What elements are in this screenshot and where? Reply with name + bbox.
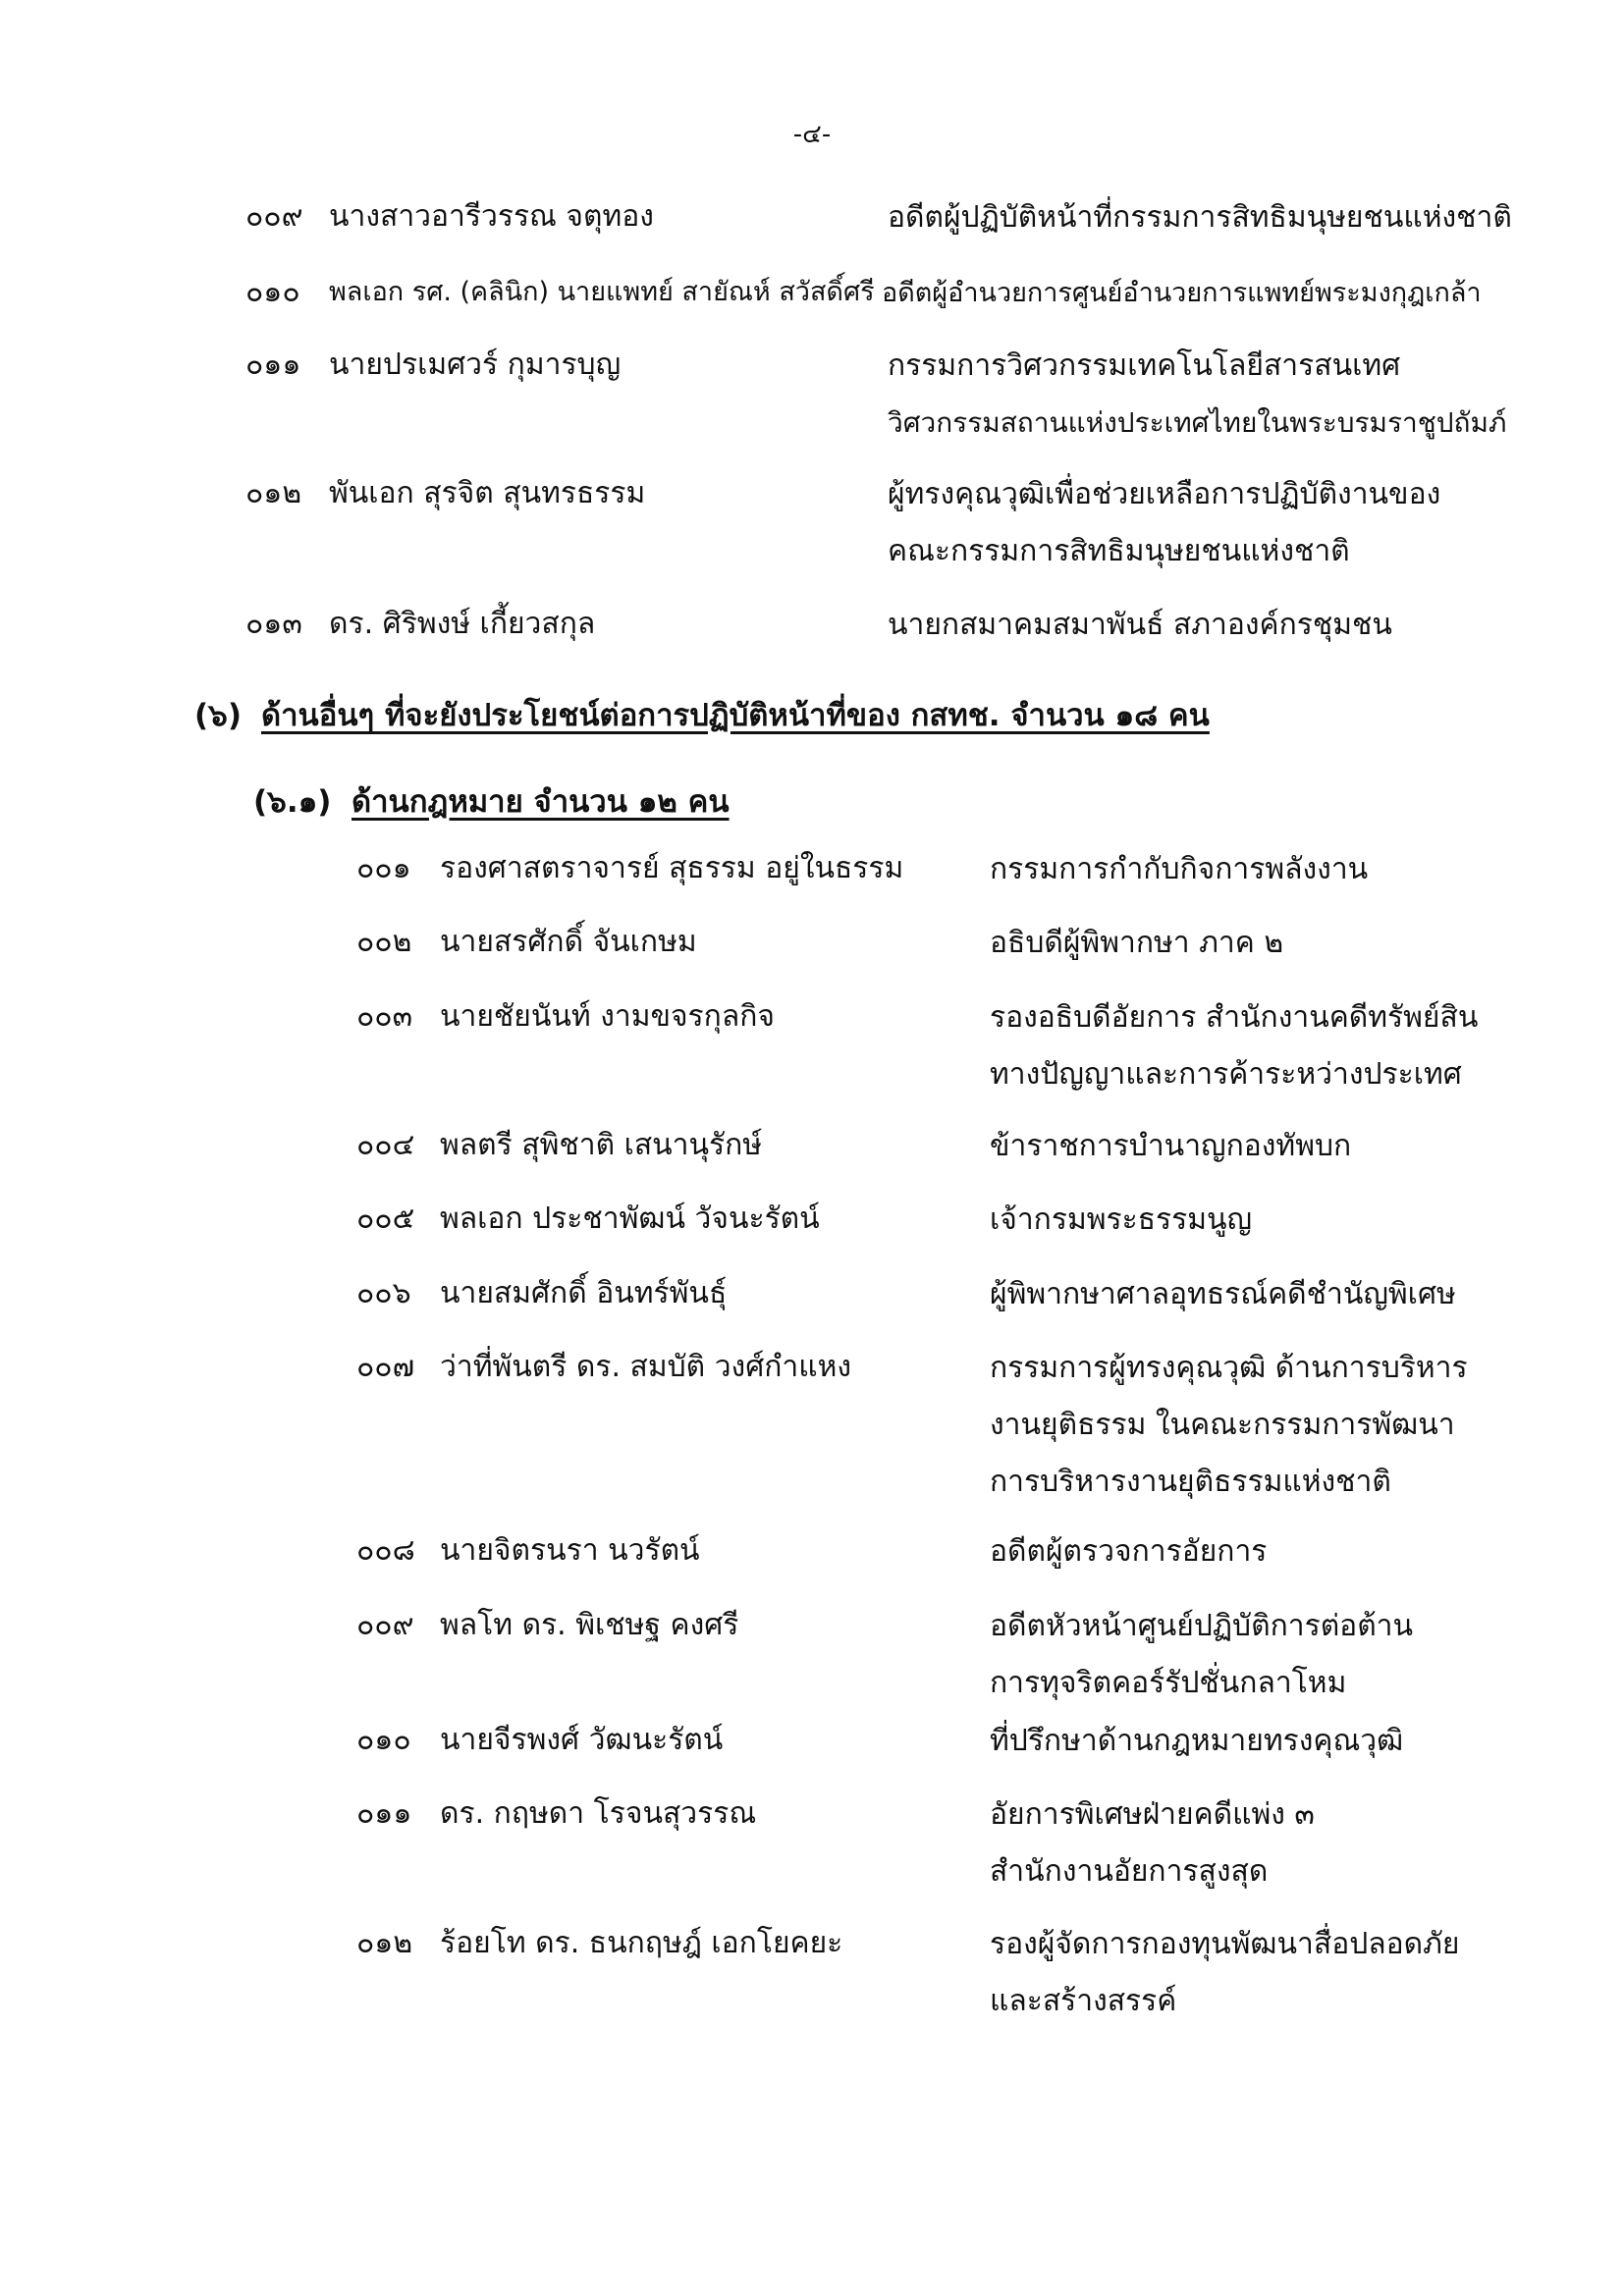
person-position (990, 1340, 1468, 1511)
entry-number: ๐๐๙ (356, 1608, 414, 1642)
position-line: ข้าราชการบำนาญกองทัพบก (990, 1129, 1352, 1163)
entry-number: ๐๐๙ (245, 199, 303, 234)
person-position (990, 1266, 1456, 1323)
position-line: อดีตหัวหน้าศูนย์ปฏิบัติการต่อต้าน (990, 1609, 1414, 1643)
subsection-title: ด้านกฎหมาย จำนวน ๑๒ คน (352, 784, 730, 820)
person-name: นายสรศักดิ์ จันเกษม (440, 925, 697, 959)
position-line: รองอธิบดีอัยการ สำนักงานคดีทรัพย์สิน (990, 1000, 1479, 1035)
person-name: ว่าที่พันตรี ดร. สมบัติ วงศ์กำแหง (440, 1350, 852, 1384)
entry-number: ๐๐๑ (356, 851, 411, 885)
person-position (882, 265, 1482, 322)
entry-number: ๐๐๕ (356, 1201, 415, 1236)
position-line: นายกสมาคมสมาพันธ์ สภาองค์กรชุมชน (888, 608, 1392, 642)
position-line: กรรมการวิศวกรรมเทคโนโลยีสารสนเทศ (888, 348, 1401, 383)
position-line: เจ้ากรมพระธรรมนูญ (990, 1202, 1253, 1237)
person-name: นางสาวอารีวรรณ จตุทอง (329, 199, 654, 234)
entry-number: ๐๐๓ (356, 999, 413, 1034)
person-name: ร้อยโท ดร. ธนกฤษฎ์ เอกโยคยะ (440, 1926, 843, 1960)
entry-number: ๐๑๑ (356, 1796, 412, 1831)
person-position (990, 1713, 1403, 1770)
position-line: และสร้างสรรค์ (990, 1984, 1177, 2018)
person-name: พันเอก สุรจิต สุนทรธรรม (329, 476, 646, 510)
position-line: ที่ปรึกษาด้านกฎหมายทรงคุณวุฒิ (990, 1724, 1404, 1758)
position-line: คณะกรรมการสิทธิมนุษยชนแห่งชาติ (888, 534, 1350, 568)
position-line: กรรมการกำกับกิจการพลังงาน (990, 852, 1369, 886)
person-position (990, 1598, 1413, 1712)
person-position (888, 597, 1392, 654)
entry-number: ๐๐๗ (356, 1350, 415, 1384)
position-line: การทุจริตคอร์รัปชั่นกลาโหม (990, 1666, 1347, 1700)
entry-number: ๐๐๒ (356, 925, 412, 959)
person-name: พลเอก รศ. (คลินิก) นายแพทย์ สายัณห์ สวัสดิ์ศรี (329, 277, 875, 307)
entry-number: ๐๑๓ (245, 607, 302, 641)
position-line: ผู้ทรงคุณวุฒิเพื่อช่วยเหลือการปฏิบัติงานของ (888, 477, 1441, 511)
position-line: กรรมการผู้ทรงคุณวุฒิ ด้านการบริหาร (990, 1351, 1468, 1385)
person-position (990, 1523, 1267, 1580)
position-line: รองผู้จัดการกองทุนพัฒนาสื่อปลอดภัย (990, 1927, 1460, 1961)
entry-number: ๐๑๒ (356, 1926, 413, 1960)
person-name: นายสมศักดิ์ อินทร์พันธุ์ (440, 1276, 728, 1310)
entry-number: ๐๑๒ (245, 476, 302, 510)
position-line: อัยการพิเศษฝ่ายคดีแพ่ง ๓ (990, 1797, 1315, 1832)
person-name: ดร. กฤษดา โรจนสุวรรณ (440, 1796, 757, 1831)
page-number: -๔- (792, 120, 832, 149)
person-position (888, 466, 1440, 580)
person-position (990, 841, 1368, 898)
person-name: นายปรเมศวร์ กุมารบุญ (329, 347, 622, 382)
entry-number: ๐๑๐ (356, 1723, 411, 1757)
person-position (888, 338, 1506, 452)
entry-number: ๐๐๔ (356, 1128, 415, 1162)
entry-number: ๐๐๖ (356, 1276, 411, 1310)
person-position (990, 989, 1478, 1103)
entry-number: ๐๑๑ (245, 347, 301, 382)
position-line: สำนักงานอัยการสูงสุด (990, 1854, 1269, 1889)
person-name: นายชัยนันท์ งามขจรกุลกิจ (440, 999, 775, 1034)
position-line: ผู้พิพากษาศาลอุทธรณ์คดีชำนัญพิเศษ (990, 1277, 1456, 1311)
section-title: ด้านอื่นๆ ที่จะยังประโยชน์ต่อการปฏิบัติหน้าที่ของ กสทช. จำนวน ๑๘ คน (261, 698, 1210, 733)
person-position (888, 189, 1512, 246)
position-line: อธิบดีผู้พิพากษา ภาค ๒ (990, 926, 1284, 960)
person-position (990, 1192, 1252, 1249)
position-line: วิศวกรรมสถานแห่งประเทศไทยในพระบรมราชูปถัมภ์ (888, 406, 1507, 439)
position-line: การบริหารงานยุติธรรมแห่งชาติ (990, 1465, 1391, 1499)
person-position (990, 1787, 1315, 1900)
entry-number: ๐๑๐ (245, 275, 300, 309)
section-number: (๖) (194, 698, 243, 733)
person-position (990, 1916, 1460, 2030)
person-name: พลตรี สุพิชาติ เสนานุรักษ์ (440, 1128, 763, 1162)
person-name: พลเอก ประชาพัฒน์ วัจนะรัตน์ (440, 1201, 820, 1236)
position-line: ทางปัญญาและการค้าระหว่างประเทศ (990, 1057, 1462, 1092)
person-name: พลโท ดร. พิเชษฐ คงศรี (440, 1608, 739, 1642)
person-position (990, 1118, 1351, 1175)
person-name: นายจีรพงศ์ วัฒนะรัตน์ (440, 1723, 724, 1757)
person-name: ดร. ศิริพงษ์ เกี้ยวสกุล (329, 607, 596, 641)
subsection-number: (๖.๑) (253, 784, 332, 820)
entry-number: ๐๐๘ (356, 1533, 415, 1568)
position-line: อดีตผู้ตรวจการอัยการ (990, 1534, 1268, 1569)
position-line: อดีตผู้ปฏิบัติหน้าที่กรรมการสิทธิมนุษยชนแห่งชาติ (888, 200, 1512, 235)
position-line: อดีตผู้อำนวยการศูนย์อำนวยการแพทย์พระมงกุฎเกล้า (882, 278, 1482, 308)
person-position (990, 915, 1283, 972)
person-name: รองศาสตราจารย์ สุธรรม อยู่ในธรรม (440, 851, 904, 885)
position-line: งานยุติธรรม ในคณะกรรมการพัฒนา (990, 1408, 1455, 1442)
person-name: นายจิตรนรา นวรัตน์ (440, 1533, 700, 1568)
